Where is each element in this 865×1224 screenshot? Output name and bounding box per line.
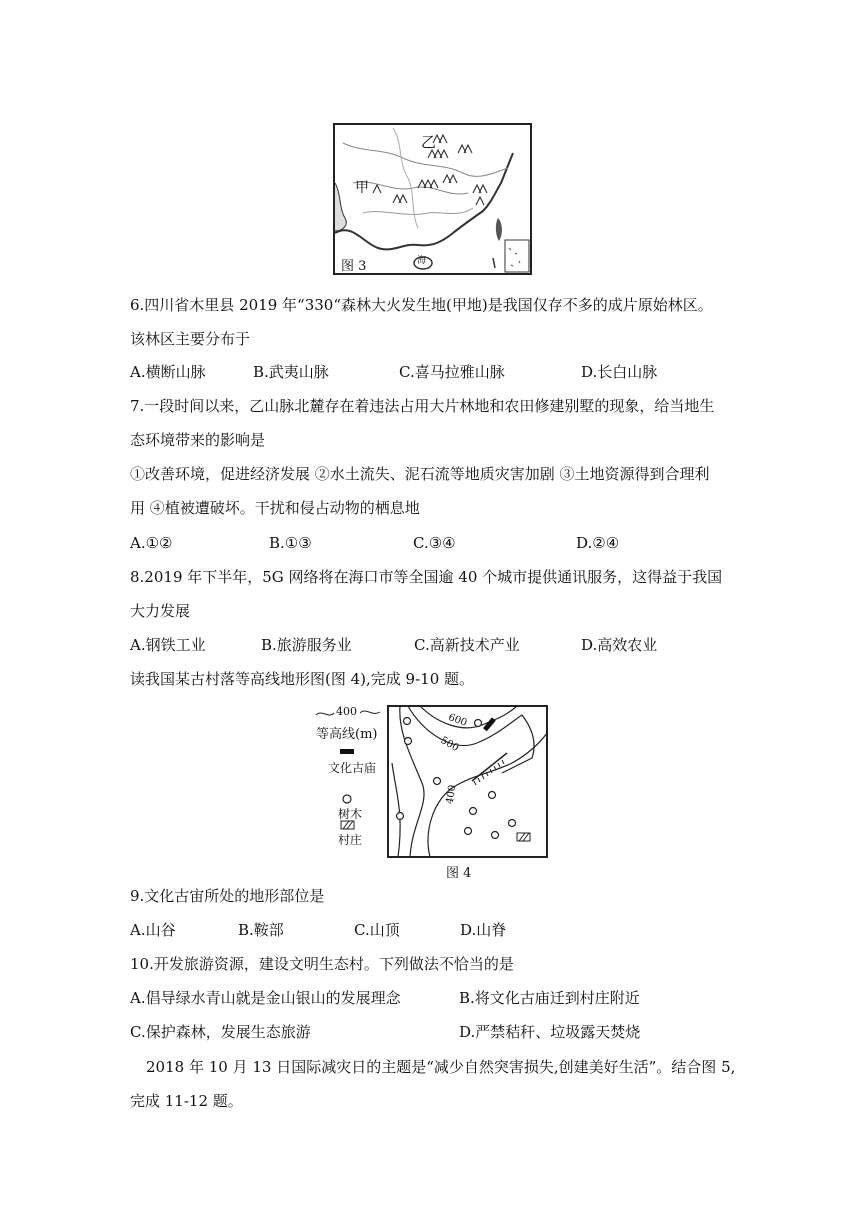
q9-option-a: A.山谷 [130,921,176,939]
q7-option-a: A.①② [130,534,173,552]
q9-line1: 9.文化古宙所处的地形部位是 [130,887,325,905]
q8-line1: 8.2019 年下半年，5G 网络将在海口市等全国逾 40 个城市提供通讯服务，这得益于我国 [130,568,723,586]
q8-option-b: B.旅游服务业 [261,636,352,654]
figure-3-map [333,123,532,275]
legend-contour-label: 等高线(m) [316,727,378,742]
q6-option-a: A.横断山脉 [130,363,206,381]
q6-option-c: C.喜马拉雅山脉 [399,363,505,381]
legend-temple-label: 文化古庙 [328,761,377,775]
q8-option-c: C.高新技术产业 [414,636,520,654]
label-yi: 乙 [421,133,437,151]
contour-label-400: 400 [444,784,459,805]
q7-line2: 态环境带来的影响是 [130,431,266,449]
q7-option-b: B.①③ [269,534,312,552]
q10-option-c: C.保护森林，发展生态旅游 [130,1023,311,1041]
q6-line1: 6.四川省木里县 2019 年“330“森林大火发生地(甲地)是我国仅存不多的成片原始林区。 [130,296,713,314]
figure-4-caption: 图 4 [446,866,472,881]
q8-line2: 大力发展 [130,602,191,620]
q7-line4: 用 ④植被遭破坏。干扰和侵占动物的栖息地 [130,499,420,517]
q7-line1: 7.一段时间以来，乙山脉北麓存在着违法占用大片林地和农田修建别墅的现象，给当地生 [130,397,715,415]
q9-option-d: D.山脊 [460,921,507,939]
contour-label-600: 600 [446,712,469,729]
q10-line1: 10.开发旅游资源，建设文明生态村。下列做法不恰当的是 [130,955,514,973]
q9-option-c: C.山顶 [354,921,400,939]
label-jia: 甲 [355,180,369,196]
q6-option-d: D.长白山脉 [581,363,658,381]
q10-option-d: D.严禁秸秆、垃圾露天焚烧 [459,1023,641,1041]
figure-4-contour-map [312,703,552,879]
intro-9-10: 读我国某古村落等高线地形图(图 4),完成 9-10 题。 [130,670,475,688]
q10-option-a: A.倡导绿水青山就是金山银山的发展理念 [130,989,401,1007]
contour-label-500: 500 [438,734,461,755]
figure-3-caption: 图 3 [341,259,367,274]
legend-tree-label: 树木 [338,807,363,821]
q7-option-d: D.②④ [576,534,620,552]
q8-option-d: D.高效农业 [581,636,658,654]
q10-option-b: B.将文化古庙迁到村庄附近 [459,989,640,1007]
q6-option-b: B.武夷山脉 [253,363,329,381]
q7-option-c: C.③④ [413,534,456,552]
legend-value: 400 [336,705,357,718]
intro-11-12-line2: 完成 11-12 题。 [130,1092,243,1110]
q6-line2: 该林区主要分布于 [130,330,251,348]
legend-village-label: 村庄 [338,833,363,847]
q8-option-a: A.钢铁工业 [130,636,206,654]
q7-line3: ①改善环境，促进经济发展 ②水土流失、泥石流等地质灾害加剧 ③土地资源得到合理利 [130,465,710,483]
q9-option-b: B.鞍部 [238,921,284,939]
intro-11-12-line1: 2018 年 10 月 13 日国际减灾日的主题是“减少自然突害损失,创建美好生活”。结合图 5, [146,1058,736,1076]
label-hainan: 海 [417,256,427,266]
